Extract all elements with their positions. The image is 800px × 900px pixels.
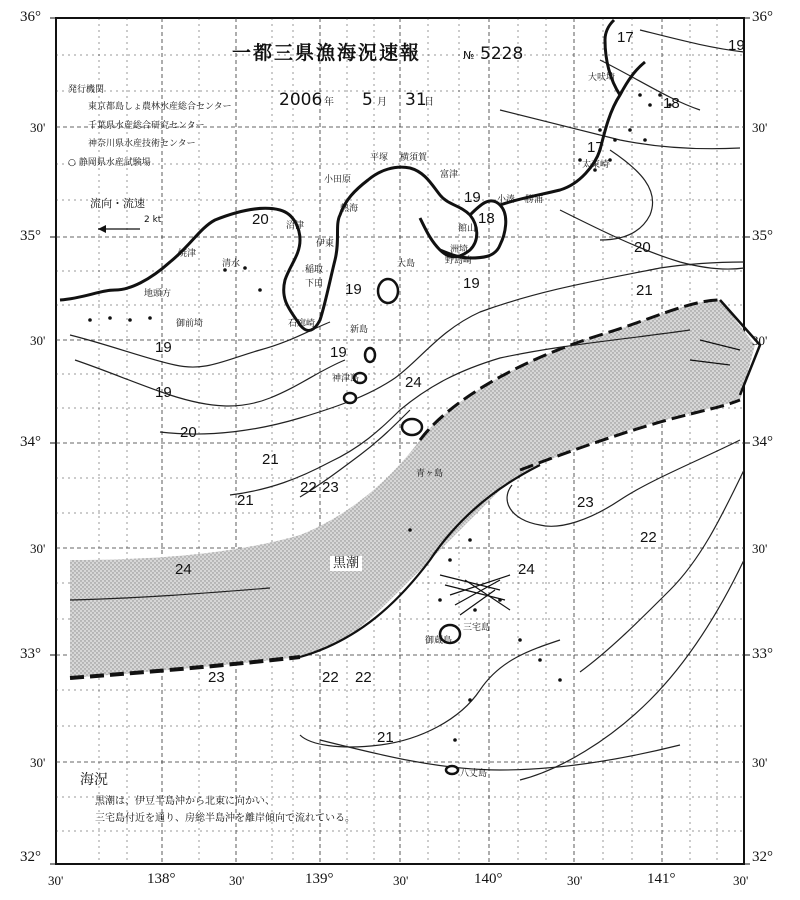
- lon-label-138: 138°: [147, 871, 176, 887]
- place-label: 下田: [305, 279, 324, 289]
- current-legend-label: 流向・流速: [90, 197, 145, 210]
- place-label: 富津: [440, 170, 459, 180]
- lat-label-right-33-30: 30': [752, 541, 768, 556]
- place-label: 洲埼: [450, 245, 469, 255]
- lat-label-left-32: 32°: [20, 849, 41, 865]
- isotherm-label: 20: [180, 424, 197, 441]
- date-year-suffix: 年: [324, 97, 334, 108]
- isotherm-label: 20: [634, 239, 651, 256]
- notes-heading: 海況: [80, 772, 108, 788]
- place-label: 小田原: [324, 175, 352, 185]
- current-legend-arrow: [98, 225, 140, 233]
- place-label: 熱海: [340, 204, 359, 214]
- lat-label-right-35: 35°: [752, 228, 773, 244]
- current-legend-speed: 2 kt: [144, 215, 162, 225]
- place-label: 野島崎: [445, 256, 473, 266]
- date-month: 5: [362, 90, 373, 110]
- lat-label-left-36: 36°: [20, 9, 41, 25]
- lon-label-140-30: 30': [567, 873, 583, 888]
- lat-label-left-33-30: 30': [30, 541, 46, 556]
- notes-line-1: 黒潮は、伊豆半島沖から北東に向かい、: [95, 796, 275, 807]
- lat-label-left-34-30: 30': [30, 333, 46, 348]
- isotherm-label: 23: [577, 494, 594, 511]
- place-label: 御蔵島: [425, 636, 453, 646]
- lon-label-139-30: 30': [393, 873, 409, 888]
- isotherm-label: 21: [636, 282, 653, 299]
- kuroshio-band: [70, 300, 755, 678]
- isotherm-label: 22: [640, 529, 657, 546]
- lat-label-left-33: 33°: [20, 646, 41, 662]
- place-label: 焼津: [178, 249, 197, 259]
- lat-label-right-35-30: 30': [752, 120, 768, 135]
- lat-label-right-34: 34°: [752, 434, 773, 450]
- place-label: 八丈島: [460, 769, 488, 779]
- isotherm-label: 20: [252, 211, 269, 228]
- isotherm-label: 19: [155, 384, 172, 401]
- place-label: 館山: [458, 224, 477, 234]
- place-label: 沼津: [286, 221, 305, 231]
- place-label: 青ヶ島: [416, 469, 444, 479]
- lat-label-right-33: 33°: [752, 646, 773, 662]
- isotherm-label: 21: [377, 729, 394, 746]
- isotherm-label: 24: [518, 561, 535, 578]
- lat-label-right-34-30: 30': [752, 333, 768, 348]
- lon-label-140: 140°: [474, 871, 503, 887]
- issue-prefix: №: [463, 49, 475, 62]
- place-label: 大吠埼: [588, 73, 616, 83]
- place-label: 横須賀: [400, 153, 428, 163]
- lat-label-right-36: 36°: [752, 9, 773, 25]
- lat-label-left-35: 35°: [20, 228, 41, 244]
- place-label: 新島: [350, 325, 369, 335]
- isotherm-label: 23: [322, 479, 339, 496]
- isotherm-label: 19: [330, 344, 347, 361]
- place-label: 太東崎: [582, 160, 610, 170]
- lat-label-right-32-30: 30': [752, 755, 768, 770]
- place-label: 石廊崎: [288, 319, 316, 329]
- lon-label-141: 141°: [647, 871, 676, 887]
- place-label: 三宅島: [463, 623, 491, 633]
- isotherm-label: 19: [345, 281, 362, 298]
- lon-label-141-30: 30': [733, 873, 749, 888]
- place-label: 平塚: [370, 153, 389, 163]
- lon-label-137-30: 30': [48, 873, 64, 888]
- isotherm-label: 19: [464, 189, 481, 206]
- place-label: 御前埼: [176, 319, 204, 329]
- isotherm-label: 21: [262, 451, 279, 468]
- isotherm-label: 18: [478, 210, 495, 227]
- publisher-tokyo: 東京都島しょ農林水産総合センター: [88, 102, 232, 112]
- place-label: 勝浦: [525, 195, 544, 205]
- publishers-heading: 発行機関: [68, 85, 105, 95]
- isotherm-label: 24: [405, 374, 422, 391]
- date-year: 2006: [279, 90, 323, 110]
- place-label: 小湊: [497, 195, 516, 205]
- isotherm-label: 24: [175, 561, 192, 578]
- report-title: 一都三県漁海況速報: [232, 42, 422, 64]
- publisher-kanagawa: 神奈川県水産技術センター: [88, 139, 196, 149]
- date-day: 31: [405, 90, 427, 110]
- isotherm-label: 19: [463, 275, 480, 292]
- issue-number: 5228: [480, 44, 524, 64]
- date-month-suffix: 月: [377, 97, 387, 108]
- place-label: 神津島: [332, 374, 360, 384]
- lat-label-left-35-30: 30': [30, 120, 46, 135]
- kuroshio-label: 黒潮: [330, 556, 362, 571]
- lat-label-right-32: 32°: [752, 849, 773, 865]
- place-label: 稲取: [305, 265, 324, 275]
- notes-line-2: 三宅島付近を通り、房総半島沖を離岸傾向で流れている。: [95, 813, 355, 824]
- date-day-suffix: 日: [424, 97, 434, 108]
- isotherm-label: 18: [663, 95, 680, 112]
- publisher-chiba: 千葉県水産総合研究センター: [88, 121, 205, 131]
- isotherm-label: 22: [355, 669, 372, 686]
- isotherm-label: 22: [300, 479, 317, 496]
- lon-label-138-30: 30': [229, 873, 245, 888]
- isotherm-label: 21: [237, 492, 254, 509]
- isotherm-label: 17: [587, 139, 604, 156]
- isotherm-label: 22: [322, 669, 339, 686]
- isotherm-label: 23: [208, 669, 225, 686]
- place-label: 清水: [222, 259, 241, 269]
- publisher-shizuoka: ○ 静岡県水産試験場: [68, 158, 151, 168]
- lat-label-left-34: 34°: [20, 434, 41, 450]
- isotherm-label: 19: [728, 37, 745, 54]
- isotherm-label: 17: [617, 29, 634, 46]
- place-label: 地頭方: [144, 289, 172, 299]
- lon-label-139: 139°: [305, 871, 334, 887]
- lat-label-left-32-30: 30': [30, 755, 46, 770]
- place-label: 大島: [397, 259, 416, 269]
- place-label: 伊東: [316, 239, 335, 249]
- isotherm-label: 19: [155, 339, 172, 356]
